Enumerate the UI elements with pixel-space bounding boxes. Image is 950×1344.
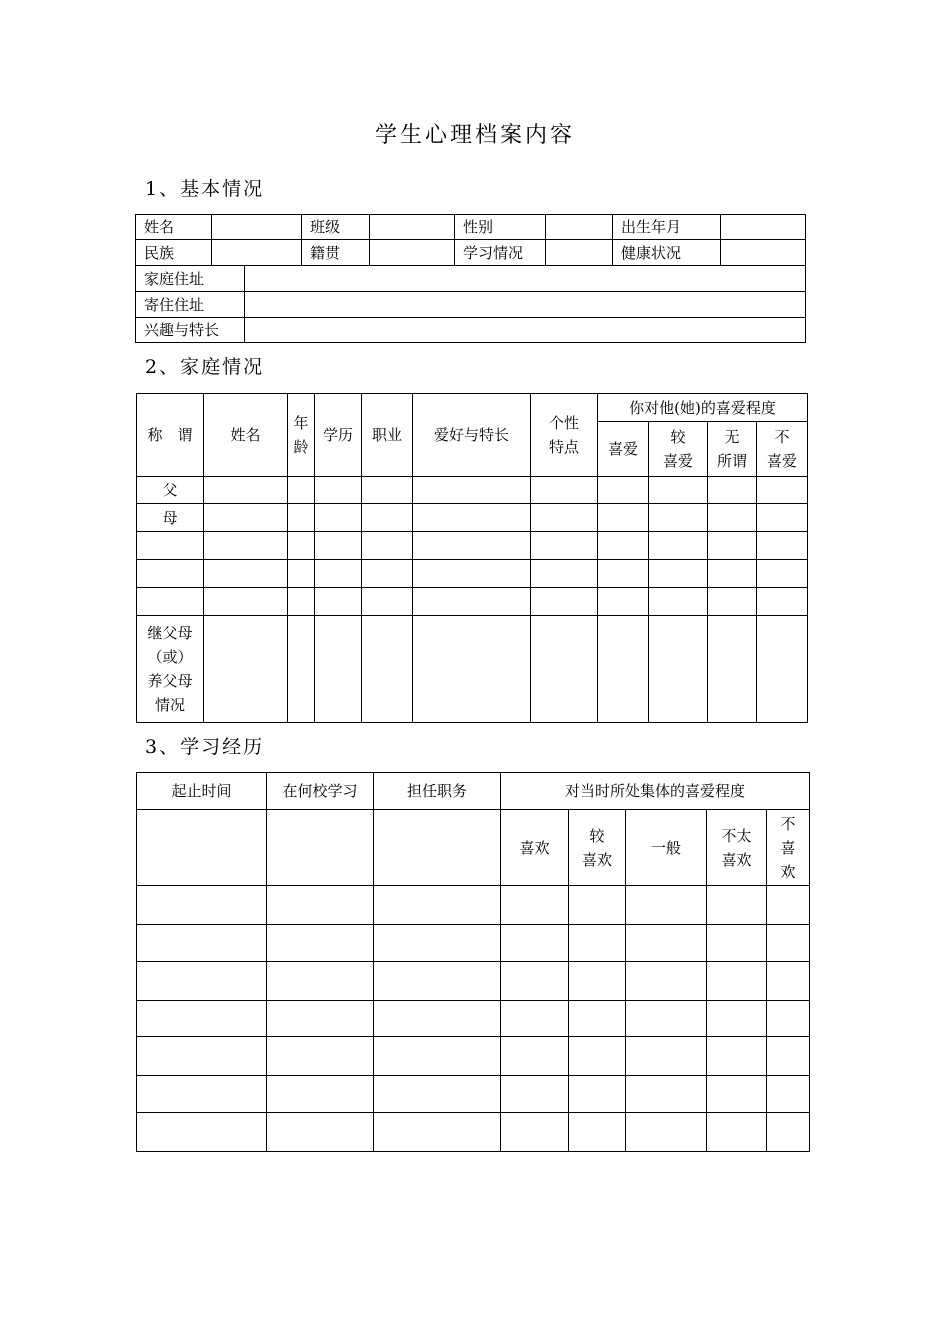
family-table	[136, 393, 808, 723]
field-class[interactable]	[370, 215, 455, 240]
section-heading-basic: 1、基本情况	[145, 178, 265, 200]
header-not-much: 不太 喜欢	[707, 810, 767, 886]
section-heading-family: 2、家庭情况	[145, 356, 265, 378]
header-name: 姓名	[204, 394, 288, 477]
field-birth[interactable]	[721, 215, 806, 240]
field-name[interactable]	[212, 215, 302, 240]
label-name: 姓名	[136, 215, 212, 240]
label-lodging-address: 寄住住址	[136, 292, 245, 318]
header-indifferent: 无 所谓	[708, 422, 757, 477]
label-native-place: 籍贯	[302, 240, 370, 266]
table-row	[137, 616, 808, 723]
table-row	[137, 560, 808, 588]
row-label-father: 父	[137, 477, 204, 504]
page-title: 学生心理档案内容	[374, 123, 575, 148]
header-like-group: 你对他(她)的喜爱程度	[598, 394, 808, 422]
table-row	[137, 1037, 810, 1076]
header-dislike: 不 喜 欢	[767, 810, 810, 886]
field-health[interactable]	[721, 240, 806, 266]
table-row	[137, 532, 808, 560]
row-label-mother: 母	[137, 504, 204, 532]
header-hobby: 爱好与特长	[413, 394, 531, 477]
study-history-table	[136, 772, 810, 1152]
header-age: 年 龄	[288, 394, 315, 477]
label-study: 学习情况	[455, 240, 546, 266]
label-class: 班级	[302, 215, 370, 240]
table-row	[137, 1001, 810, 1037]
table-row	[137, 588, 808, 616]
label-hobbies: 兴趣与特长	[136, 318, 245, 343]
field-ethnicity[interactable]	[212, 240, 302, 266]
field-gender[interactable]	[546, 215, 613, 240]
header-school: 在何校学习	[267, 773, 374, 810]
label-birth: 出生年月	[613, 215, 721, 240]
table-row	[137, 504, 808, 532]
header-somewhat-like: 较 喜爱	[649, 422, 708, 477]
header-somewhat-like: 较 喜欢	[569, 810, 626, 886]
field-native-place[interactable]	[370, 240, 455, 266]
table-row	[137, 1076, 810, 1113]
header-like: 喜爱	[598, 422, 649, 477]
header-dislike: 不 喜爱	[757, 422, 808, 477]
table-row	[137, 477, 808, 504]
label-ethnicity: 民族	[136, 240, 212, 266]
table-row	[137, 1113, 810, 1152]
header-personality: 个性 特点	[531, 394, 598, 477]
row-label-step-parents: 继父母 （或） 养父母 情况	[137, 616, 204, 723]
label-home-address: 家庭住址	[136, 266, 245, 292]
header-average: 一般	[626, 810, 707, 886]
label-health: 健康状况	[613, 240, 721, 266]
header-like: 喜欢	[501, 810, 569, 886]
header-job: 职业	[362, 394, 413, 477]
table-row	[137, 925, 810, 962]
field-study[interactable]	[546, 240, 613, 266]
label-gender: 性别	[455, 215, 546, 240]
header-position: 担任职务	[374, 773, 501, 810]
header-period: 起止时间	[137, 773, 267, 810]
field-lodging-address[interactable]	[245, 292, 806, 318]
table-row	[137, 962, 810, 1001]
basic-info-table	[135, 214, 806, 343]
table-row	[137, 886, 810, 925]
field-home-address[interactable]	[245, 266, 806, 292]
section-heading-study-history: 3、学习经历	[145, 736, 265, 758]
header-education: 学历	[315, 394, 362, 477]
header-relation: 称 谓	[137, 394, 204, 477]
header-like-group: 对当时所处集体的喜爱程度	[501, 773, 810, 810]
field-hobbies[interactable]	[245, 318, 806, 343]
